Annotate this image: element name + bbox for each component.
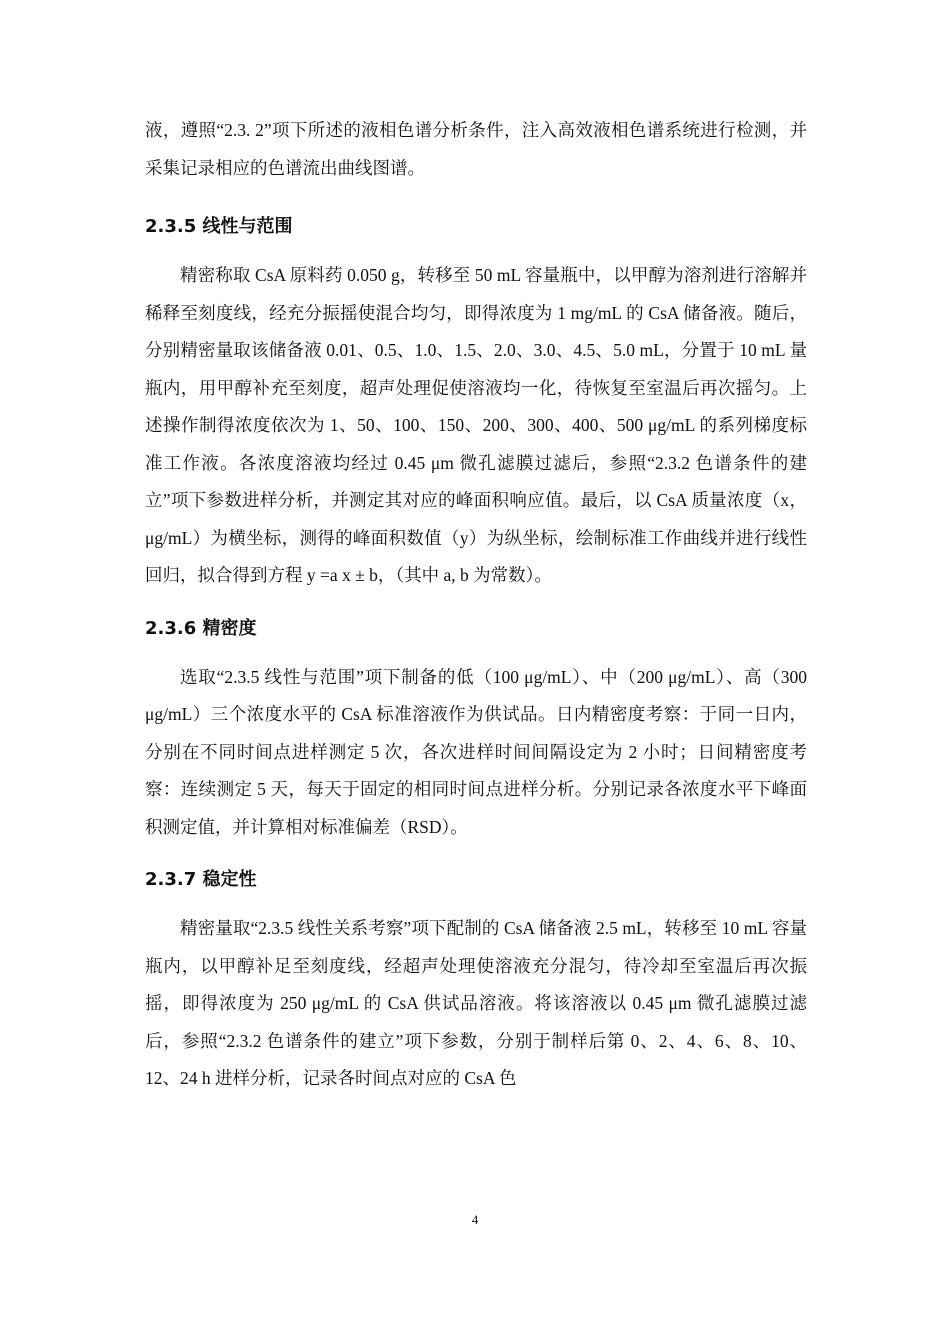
section-body-precision: 选取“2.3.5 线性与范围”项下制备的低（100 μg/mL）、中（200 μg/mL）、高（300 μg/mL）三个浓度水平的 CsA 标准溶液作为供试品。日内精密度考察：于同一日内，分别在不同时间点进样测定 5 次，各次进样时间间隔设定为 2 小时；日间精密度考察：连续测定 5 天，每天于固定的相同时间点进样分析。分别记录各浓度水平下峰面积测定值，并计算相对标准偏差（RSD）。 — [145, 666, 807, 837]
section-heading-stability: 2.3.7 稳定性 — [145, 869, 257, 890]
page-number: 4 — [471, 1212, 479, 1227]
section-body-stability: 精密量取“2.3.5 线性关系考察”项下配制的 CsA 储备液 2.5 mL，转移至 10 mL 容量瓶内，以甲醇补足至刻度线，经超声处理使溶液充分混匀，待冷却至室温后再次振摇，即得浓度为 250 μg/mL 的 CsA 供试品溶液。将该溶液以 0.45 μm 微孔滤膜过滤后，参照“2.3.2 色谱条件的建立”项下参数，分别于制样后第 0、2、4、6、8、10、12、24 h 进样分析，记录各时间点对应的 CsA 色 — [145, 918, 807, 1088]
section-heading-precision: 2.3.6 精密度 — [145, 617, 257, 639]
section-body-linearity: 精密称取 CsA 原料药 0.050 g，转移至 50 mL 容量瓶中，以甲醇为溶剂进行溶解并稀释至刻度线，经充分振摇使混合均匀，即得浓度为 1 mg/mL 的 CsA 储备液。随后，分别精密量取该储备液 0.01、0.5、1.0、1.5、2.0、3.0、4.5、5.0 mL，分置于 10 mL 量瓶内，用甲醇补充至刻度，超声处理促使溶液均一化，待恢复至室温后再次摇匀。上述操作制得浓度依次为 1、50、100、150、200、300、400、500 μg/mL 的系列梯度标准工作液。各浓度溶液均经过 0.45 μm 微孔滤膜过滤后，参照“2.3.2 色谱条件的建立”项下参数进样分析，并测定其对应的峰面积响应值。最后，以 CsA 质量浓度（x，μg/mL）为横坐标，测得的峰面积数值（y）为纵坐标，绘制标准工作曲线并进行线性回归，拟合得到方程 y =a x ± b，（其中 a, b 为常数）。 — [145, 265, 807, 585]
section-heading-linearity: 2.3.5 线性与范围 — [145, 216, 293, 237]
intro-paragraph: 液，遵照“2.3. 2”项下所述的液相色谱分析条件，注入高效液相色谱系统进行检测，并采集记录相应的色谱流出曲线图谱。 — [145, 120, 807, 178]
document-page — [145, 112, 807, 1098]
